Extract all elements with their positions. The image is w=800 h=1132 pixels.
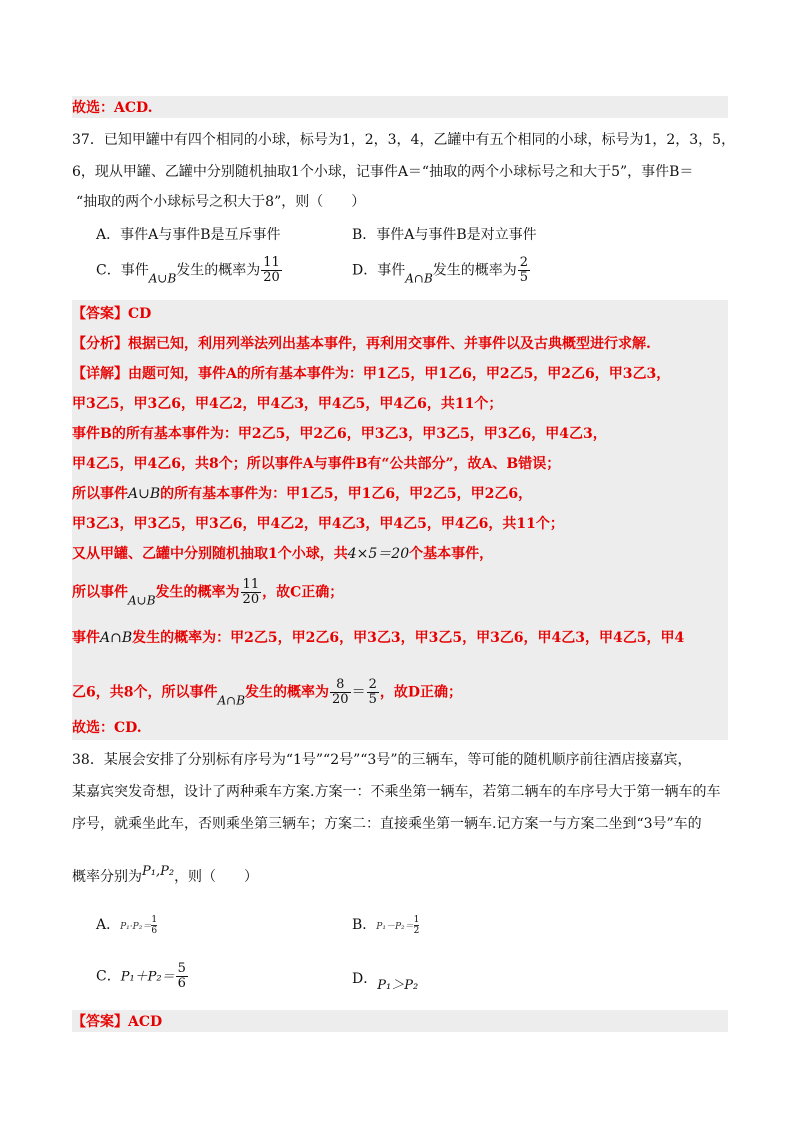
- answer-shade-top: [72, 96, 728, 118]
- option-38-c: C．P₁＋P₂＝ $\frac{5}{6}$: [96, 961, 186, 991]
- question-38-line-2: 某嘉宾突发奇想，设计了两种乘车方案.方案一：不乘坐第一辆车，若第二辆车的车序号大于第一辆车的车: [72, 784, 721, 800]
- option-37-a: A．事件A与事件B是互斥事件: [96, 227, 281, 243]
- question-38-line-4: 概率分别为P₁,P₂，则（ ）: [72, 864, 259, 885]
- option-37-d-text: 发生的概率为: [432, 262, 517, 279]
- option-37-c-fraction: $\frac{11}{20}$: [263, 255, 280, 285]
- option-37-d-math: A∩B: [405, 271, 433, 286]
- detail-37-line-4: 甲4乙5，甲4乙6，共8个；所以事件A与事件B有“公共部分”，故A、B错误；: [72, 456, 561, 472]
- answer-38-shade: [72, 1010, 728, 1032]
- option-37-d-fraction: $\frac{2}{5}$: [519, 255, 529, 285]
- option-37-c-text: 发生的概率为: [176, 262, 261, 279]
- answer-38: 【答案】ACD: [72, 1014, 163, 1030]
- detail-37-line-8: 所以事件A∪B发生的概率为 $\frac{11}{20}$ ，故C正确；: [72, 577, 344, 608]
- answer-37: 【答案】CD: [72, 306, 152, 322]
- detail-37-line-9: 事件A∩B发生的概率为：甲2乙5，甲2乙6，甲3乙3，甲3乙5，甲3乙6，甲4乙3，甲4乙5，甲4: [72, 630, 685, 646]
- detail-37-line-6: 甲3乙3，甲3乙5，甲3乙6，甲4乙2，甲4乙3，甲4乙5，甲4乙6，共11个；: [72, 516, 564, 532]
- question-38-line-1: 38．某展会安排了分别标有序号为“1号”“2号”“3号”的三辆车，等可能的随机顺序前往酒店接嘉宾，: [72, 752, 692, 768]
- option-37-d: [352, 256, 531, 286]
- option-38-d: D．P₁＞P₂: [352, 971, 419, 993]
- option-37-d-label: D．事件: [352, 262, 406, 279]
- analysis-37: 【分析】根据已知，利用列举法列出基本事件，再利用交事件、并事件以及古典概型进行求解.: [72, 336, 651, 352]
- option-37-c: [96, 256, 283, 286]
- detail-37-line-10: 乙6，共8个，所以事件A∩B发生的概率为 $\frac{8}{20}$ ＝ $\frac{2}{5}$ ，故D正确；: [72, 677, 462, 708]
- option-37-c-label: C．事件: [96, 262, 149, 279]
- detail-37-line-7: 又从甲罐、乙罐中分别随机抽取1个小球，共4×5＝20个基本事件，: [72, 546, 494, 562]
- option-38-a: A．P₁·P₂＝ $\frac{1}{6}$: [96, 914, 158, 936]
- detail-37-line-3: 事件B的所有基本事件为：甲2乙5，甲2乙6，甲3乙3，甲3乙5，甲3乙6，甲4乙3，: [72, 426, 607, 442]
- detail-37-line-1: 【详解】由题可知，事件A的所有基本事件为：甲1乙5，甲1乙6，甲2乙5，甲2乙6，甲3乙3，: [72, 366, 671, 382]
- option-38-b: B．P₁－P₂＝ $\frac{1}{2}$: [352, 914, 420, 936]
- option-37-c-math: A∪B: [148, 271, 177, 286]
- final-answer-36: 故选：ACD.: [72, 100, 153, 116]
- question-37-line-3: “抽取的两个小球标号之积大于8”，则（ ）: [76, 194, 366, 210]
- question-37-line-1: 37．已知甲罐中有四个相同的小球，标号为1，2，3，4，乙罐中有五个相同的小球，标号为1，2，3，5，: [72, 132, 736, 148]
- question-37-line-2: 6，现从甲罐、乙罐中分别随机抽取1个小球，记事件A＝“抽取的两个小球标号之和大于5”，事件B＝: [72, 164, 694, 180]
- detail-37-line-5: 所以事件A∪B的所有基本事件为：甲1乙5，甲1乙6，甲2乙5，甲2乙6，: [72, 486, 533, 502]
- option-37-b: B．事件A与事件B是对立事件: [352, 227, 537, 243]
- question-38-line-3: 序号，就乘坐此车，否则乘坐第三辆车；方案二：直接乘坐第一辆车.记方案一与方案二坐到“3号”车的: [72, 816, 702, 832]
- final-answer-37: 故选：CD.: [72, 720, 142, 736]
- detail-37-line-2: 甲3乙5，甲3乙6，甲4乙2，甲4乙3，甲4乙5，甲4乙6，共11个；: [72, 396, 503, 412]
